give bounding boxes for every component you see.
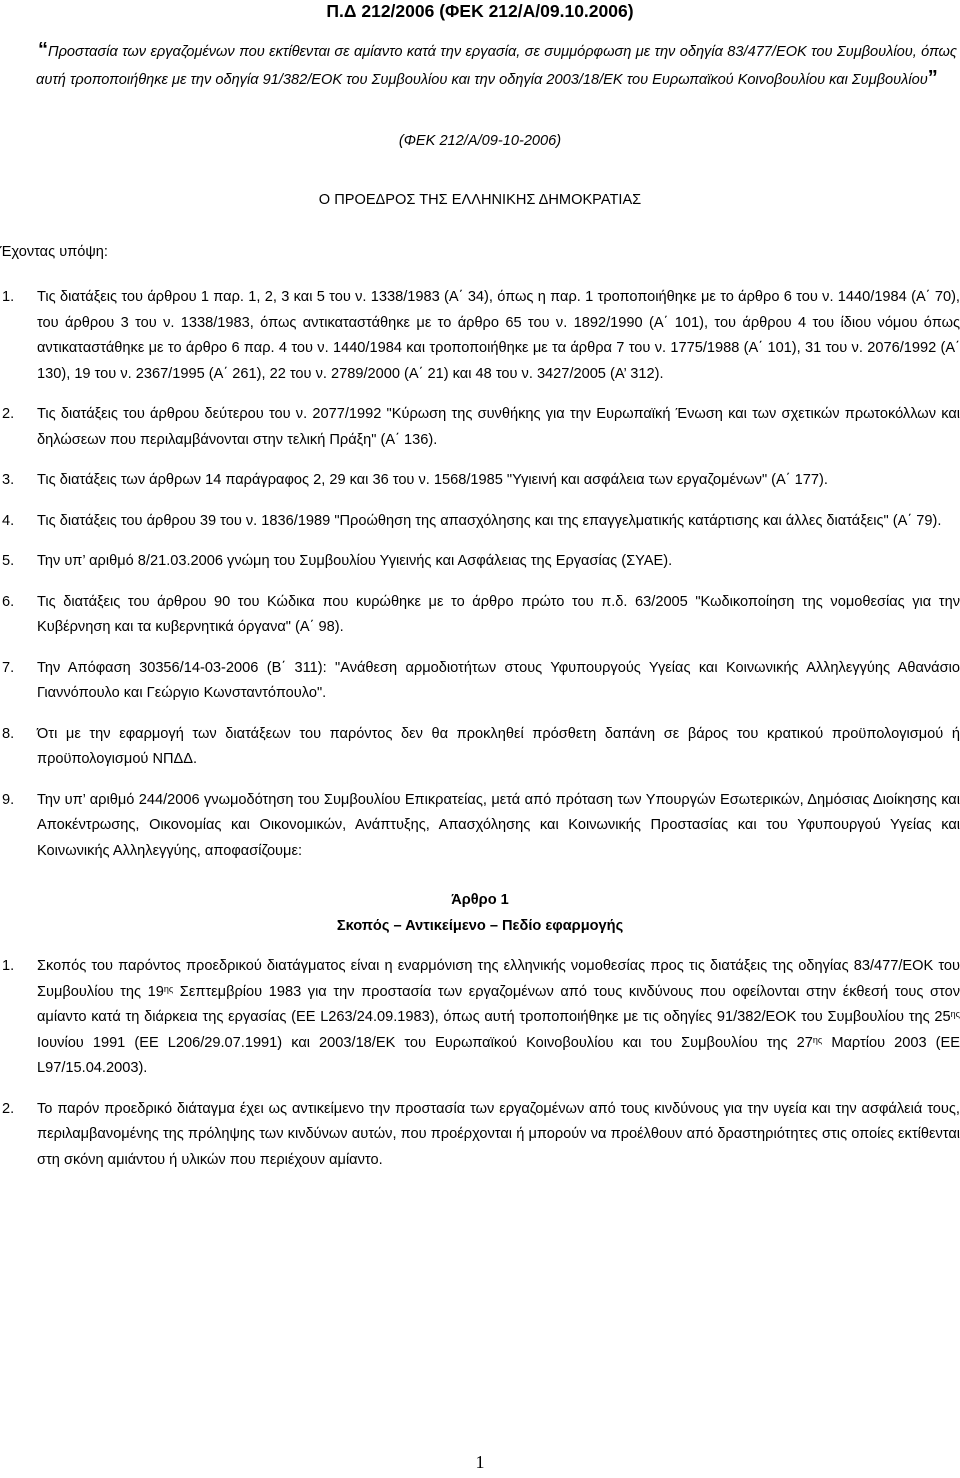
paragraph-text-part: Μαρτίου 2003 (ΕΕ L97/15.04.2003). [37,1034,960,1076]
ordinal-suffix: ης [163,983,174,994]
president-heading: Ο ΠΡΟΕΔΡΟΣ ΤΗΣ ΕΛΛΗΝΙΚΗΣ ΔΗΜΟΚΡΑΤΙΑΣ [318,192,642,208]
item-text: Τις διατάξεις των άρθρων 14 παράγραφος 2, 29 και 36 του ν. 1568/1985 "Υγιεινή και ασφάλεια των εργαζομένων" (Α΄ 177). [37,472,828,488]
ordinal-suffix: ης [950,1009,960,1019]
consideration-item [0,468,960,494]
consideration-item [0,285,960,387]
consideration-item [0,590,960,641]
having-in-mind: Έχοντας υπόψη: [0,244,108,260]
item-number: 5. [2,553,15,569]
article-header [0,888,960,939]
close-quote: ” [927,66,938,89]
consideration-item [0,656,960,707]
item-text: Τις διατάξεις του άρθρου 1 παρ. 1, 2, 3 και 5 του ν. 1338/1983 (Α΄ 34), όπως η παρ. 1 τροποποιήθηκε με το άρθρο 6 του ν. 1440/1984 (Α΄ 70), του άρθρου 3 του ν. 1338/1983, όπως αντικαταστάθηκε με το άρθρο 65 του ν. 1892/1990 (Α΄ 101), του άρθρου 4 του ίδιου νόμου όπως αντικαταστάθηκε με το άρθρο 6 παρ. 4 του ν. 1440/1984 και τροποποιήθηκε με τα άρθρα 7 του ν. 1775/1988 (Α΄ 101), 31 του ν. 2076/1992 (Α΄ 130), 19 του ν. 2367/1995 (Α΄ 261), 22 του ν. 2789/2000 (Α΄ 21) και 48 του ν. 3427/2005 (Α’ 312). [37,289,960,382]
article-heading: Άρθρο 1 [451,892,509,908]
item-text: Τις διατάξεις του άρθρου 90 του Κώδικα που κυρώθηκε με το άρθρο πρώτο του π.δ. 63/2005 "Κωδικοποίηση της νομοθεσίας για την Κυβέρνηση και τα κυβερνητικά όργανα" (Α΄ 98). [37,593,960,635]
item-number: 6. [2,593,15,610]
consideration-item [0,509,960,535]
consideration-item [0,549,960,575]
considerations-list [0,285,960,1173]
page-number: 1 [475,1452,485,1472]
item-text: Την υπ’ αριθμό 244/2006 γνωμοδότηση του Συμβουλίου Επικρατείας, μετά από πρόταση των Υπουργών Εσωτερικών, Δημόσιας Διοίκησης και Αποκέντρωσης, Οικονομίας και Οικονομικών, Ανάπτυξης, Απασχόλησης και Κοινωνικής Προστασίας και του Υφυπουργού Υγείας και Κοινωνικής Αλληλεγγύης, αποφασίζουμε: [37,791,960,859]
item-text: Ότι με την εφαρμογή των διατάξεων του παρόντος δεν θα προκληθεί πρόσθετη δαπάνη σε βάρος του κρατικού προϋπολογισμού ή προϋπολογισμού ΝΠΔΔ. [37,725,960,767]
paragraph-text-part: Σεπτεμβρίου 1983 για την προστασία των εργαζομένων από τους κινδύνους που οφείλονται στην έκθεσή τους στον αμίαντο κατά τη διάρκεια της εργασίας (ΕΕ L263/24.09.1983), όπως αυτή τροποποιήθηκε με τις οδηγίες 91/382/ΕΟΚ του Συμβουλίου της 25 [37,983,960,1025]
decree-subject-text: Προστασία των εργαζομένων που εκτίθενται σε αμίαντο κατά την εργασία, σε συμμόρφωση με την οδηγία 83/477/ΕΟΚ του Συμβουλίου, όπως αυτή τροποποιήθηκε με την οδηγία 91/382/ΕΟΚ του Συμβουλίου και την οδηγία 2003/18/ΕΚ του Ευρωπαϊκού Κοινοβουλίου και Συμβουλίου [36,44,957,88]
item-text: Την υπ’ αριθμό 8/21.03.2006 γνώμη του Συμβουλίου Υγιεινής και Ασφάλειας της Εργασίας (ΣΥΑΕ). [37,553,673,569]
item-number: 9. [2,791,15,808]
article-subheading: Σκοπός – Αντικείμενο – Πεδίο εφαρμογής [336,917,624,934]
item-number: 4. [2,512,15,529]
article-paragraph [0,1097,960,1174]
item-text: Τις διατάξεις του άρθρου δεύτερου του ν. 2077/1992 "Κύρωση της συνθήκης για την Ευρωπαϊκή Ένωση και των σχετικών πρωτοκόλλων και δηλώσεων που περιλαμβάνονται στην τελική Πράξη" (Α΄ 136). [37,406,960,448]
paragraph-number: 2. [2,1100,15,1117]
decree-subject [36,38,957,93]
item-number: 2. [2,406,15,422]
paragraph-text: Το παρόν προεδρικό διάταγμα έχει ως αντικείμενο την προστασία των εργαζομένων από τους κινδύνους για την υγεία και την ασφάλειά τους, περιλαμβανομένης της πρόληψης των κινδύνων αυτών, που προέρχονται ή μπορούν να προέλθουν από δραστηριότητες στις οποίες εκτίθενται στη σκόνη αμιάντου ή υλικών που περιέχουν αμίαντο. [37,1100,960,1168]
item-number: 1. [2,289,15,305]
fek-reference: (ΦΕΚ 212/Α/09-10-2006) [398,133,562,149]
consideration-item [0,788,960,865]
ordinal-suffix: ης [812,1034,823,1045]
item-text: Τις διατάξεις του άρθρου 39 του ν. 1836/1989 "Προώθηση της απασχόλησης και της επαγγελματικής κατάρτισης και άλλες διατάξεις" (Α΄ 79). [37,512,942,529]
item-number: 3. [2,472,15,488]
paragraph-text-part: Ιουνίου 1991 (ΕΕ L206/29.07.1991) και 2003/18/ΕΚ του Ευρωπαϊκού Κοινοβουλίου και του Συμβουλίου της 27 [37,1034,813,1051]
document-title: Π.Δ 212/2006 (ΦΕΚ 212/Α/09.10.2006) [326,1,634,21]
item-text: Την Απόφαση 30356/14-03-2006 (Β΄ 311): "Ανάθεση αρμοδιοτήτων στους Υφυπουργούς Υγείας και Κοινωνικής Αλληλεγγύης Αθανάσιο Γιαννόπουλο και Γεώργιο Κωνσταντόπουλο". [37,659,960,701]
item-number: 7. [2,659,15,676]
article-paragraph [0,954,960,1082]
paragraph-number: 1. [2,958,15,974]
paragraph-text-part: Σκοπός του παρόντος προεδρικού διατάγματος είναι η εναρμόνιση της ελληνικής νομοθεσίας προς τις διατάξεις της οδηγίας 83/477/ΕΟΚ του Συμβουλίου της 19 [37,958,960,1000]
consideration-item [0,722,960,773]
item-number: 8. [2,725,15,742]
consideration-item [0,402,960,453]
open-quote: “ [38,39,48,61]
